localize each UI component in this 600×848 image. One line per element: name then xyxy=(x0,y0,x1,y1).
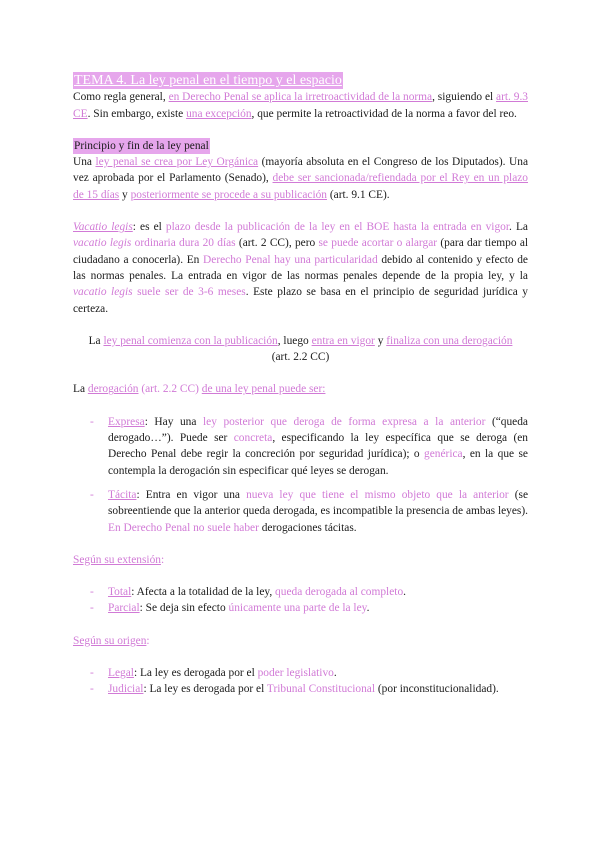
document-page xyxy=(73,72,528,698)
intro-paragraph xyxy=(73,89,528,122)
text-run: , especificando la ley específica que se deroga (en Derecho Penal debe regir la concreción por seguridad jurídica); o xyxy=(108,432,528,461)
highlighted-link-text: Parcial xyxy=(108,602,140,615)
highlighted-link-text: debe ser sancionada/refiendada por el Rey en un plazo de 15 días xyxy=(73,172,529,201)
pink-text: ordinaria dura 20 días xyxy=(131,237,236,250)
text-run: y xyxy=(374,334,387,347)
highlighted-link-text: Según su extensión xyxy=(73,553,161,566)
text-run: (art. 2.2 CC) xyxy=(271,351,330,364)
highlighted-link-text: posteriormente se procede a su publicación xyxy=(130,188,327,201)
highlighted-link-text: en Derecho Penal se aplica la irretroactividad de la norma xyxy=(168,91,433,104)
text-run: . La xyxy=(509,221,528,234)
section-heading-highlight: Principio y fin de la ley penal xyxy=(73,138,210,154)
pink-text: ley posterior que deroga de forma expresa a la anterior xyxy=(202,415,486,428)
text-run: Una xyxy=(73,156,96,169)
highlighted-link-text: Legal xyxy=(108,667,134,680)
extension-list xyxy=(73,584,528,617)
bullet-dash: - xyxy=(90,586,94,599)
pink-text: Derecho Penal hay una particularidad xyxy=(203,253,378,266)
page-title xyxy=(73,72,528,89)
text-run: . Sin embargo, existe xyxy=(87,107,187,120)
text-run: : La ley es derogada por el xyxy=(133,667,258,680)
highlighted-link-text: de una ley penal puede ser: xyxy=(201,383,326,396)
pink-text: queda derogada al completo xyxy=(275,586,404,599)
list-item xyxy=(73,681,528,697)
highlighted-link-text: Total xyxy=(108,586,132,599)
origin-list xyxy=(73,665,528,698)
pink-text: (art. 2.2 CC) xyxy=(138,383,202,396)
highlighted-link-text: una excepción xyxy=(186,107,252,120)
pink-text: vacatio legis xyxy=(73,237,132,250)
list-item xyxy=(73,487,528,536)
text-run: La xyxy=(73,383,88,396)
title-highlight: TEMA 4. La ley penal en el tiempo y el espacio xyxy=(74,73,342,88)
pink-text: : xyxy=(146,634,150,647)
bullet-dash: - xyxy=(90,602,94,615)
pink-text: : xyxy=(160,553,165,566)
text-run: . xyxy=(366,602,370,615)
text-run: debido al contenido y efecto de las normas penales. La entrada en vigor de las normas penales depende de la propia ley, y la xyxy=(73,253,528,282)
text-run: : Se deja sin efecto xyxy=(139,602,229,615)
derogation-types-list xyxy=(73,414,528,536)
bullet-dash: - xyxy=(90,415,94,428)
article-reference: art. 9.3 CE xyxy=(73,91,528,120)
highlighted-link-text: entra en vigor xyxy=(311,334,375,347)
list-item xyxy=(73,665,528,681)
paragraph-vacatio-legis xyxy=(73,219,528,317)
origin-heading xyxy=(73,633,528,649)
highlighted-link-text: derogación xyxy=(87,383,139,396)
text-run: : Afecta a la totalidad de la ley, xyxy=(131,586,276,599)
pink-text: poder legislativo xyxy=(257,667,334,680)
list-item xyxy=(73,584,528,600)
paragraph-derogation-intro xyxy=(73,381,528,397)
pink-text: suele ser de 3-6 meses xyxy=(132,286,246,299)
text-run: (para dar tiempo al ciudadano a conocerla). En xyxy=(73,237,529,266)
bullet-dash: - xyxy=(90,488,94,501)
highlighted-link-text: ley penal se crea por Ley Orgánica xyxy=(95,156,259,169)
text-run: : es el xyxy=(132,221,166,234)
paragraph-life-cycle xyxy=(73,333,528,366)
pink-text: únicamente una parte de la ley xyxy=(228,602,367,615)
list-item xyxy=(73,600,528,616)
text-run: (se sobreentiende que la anterior queda derogada, es incompatible la presencia de ambas leyes). xyxy=(108,488,529,518)
text-run: derogaciones tácitas. xyxy=(258,521,357,534)
text-run: (por inconstitucionalidad). xyxy=(375,683,499,696)
text-run: : La ley es derogada por el xyxy=(143,683,267,696)
highlighted-link-text: Tácita xyxy=(108,488,137,501)
text-run: . xyxy=(333,667,337,680)
highlighted-link-text: ley penal comienza con la publicación xyxy=(103,334,278,347)
list-item xyxy=(73,414,528,479)
text-run: (mayoría absoluta en el Congreso de los Diputados). Una vez aprobada por el Parlamento (Senado), xyxy=(73,156,529,185)
text-run: La xyxy=(88,334,104,347)
highlighted-link-text: Según su origen xyxy=(73,634,147,647)
pink-text: vacatio legis xyxy=(73,286,133,299)
pink-text: En Derecho Penal no suele haber xyxy=(108,521,259,534)
text-run: , en la que se contempla la derogación sin especificar qué leyes se derogan. xyxy=(108,448,528,477)
text-run: : Entra en vigor una xyxy=(136,488,247,501)
pink-text: Tribunal Constitucional xyxy=(266,683,376,696)
text-run: (art. 9.1 CE). xyxy=(327,188,390,201)
highlighted-link-text: finaliza con una derogación xyxy=(386,334,513,347)
pink-text: se puede acortar o alargar xyxy=(318,237,438,250)
text-run: (“queda derogado…”). Puede ser xyxy=(108,415,528,445)
text-run: y xyxy=(119,188,131,201)
bullet-dash: - xyxy=(90,667,94,680)
text-run: , siguiendo el xyxy=(432,91,497,104)
text-run: , que permite la retroactividad de la norma a favor del reo. xyxy=(251,107,517,120)
section-heading xyxy=(73,138,528,154)
highlighted-link-text: Judicial xyxy=(108,683,144,696)
pink-text: concreta xyxy=(233,432,273,445)
extension-heading xyxy=(73,552,528,568)
pink-text: nueva ley que tiene el mismo objeto que la anterior xyxy=(246,488,509,501)
text-run: Como regla general, xyxy=(73,91,169,104)
text-run: (art. 2 CC), pero xyxy=(235,237,319,250)
highlighted-link-text: Expresa xyxy=(108,415,145,428)
bullet-dash: - xyxy=(90,683,94,696)
pink-text: plazo desde la publicación de la ley en el BOE hasta la entrada en vigor xyxy=(165,221,510,234)
text-run: : Hay una xyxy=(144,415,203,428)
text-run: . xyxy=(403,586,406,599)
paragraph-creation xyxy=(73,154,528,203)
text-run: . Este plazo se basa en el principio de seguridad jurídica y certeza. xyxy=(73,286,529,315)
term-vacatio-legis: Vacatio legis xyxy=(73,221,133,234)
text-run: , luego xyxy=(277,334,312,347)
pink-text: genérica xyxy=(424,448,463,461)
